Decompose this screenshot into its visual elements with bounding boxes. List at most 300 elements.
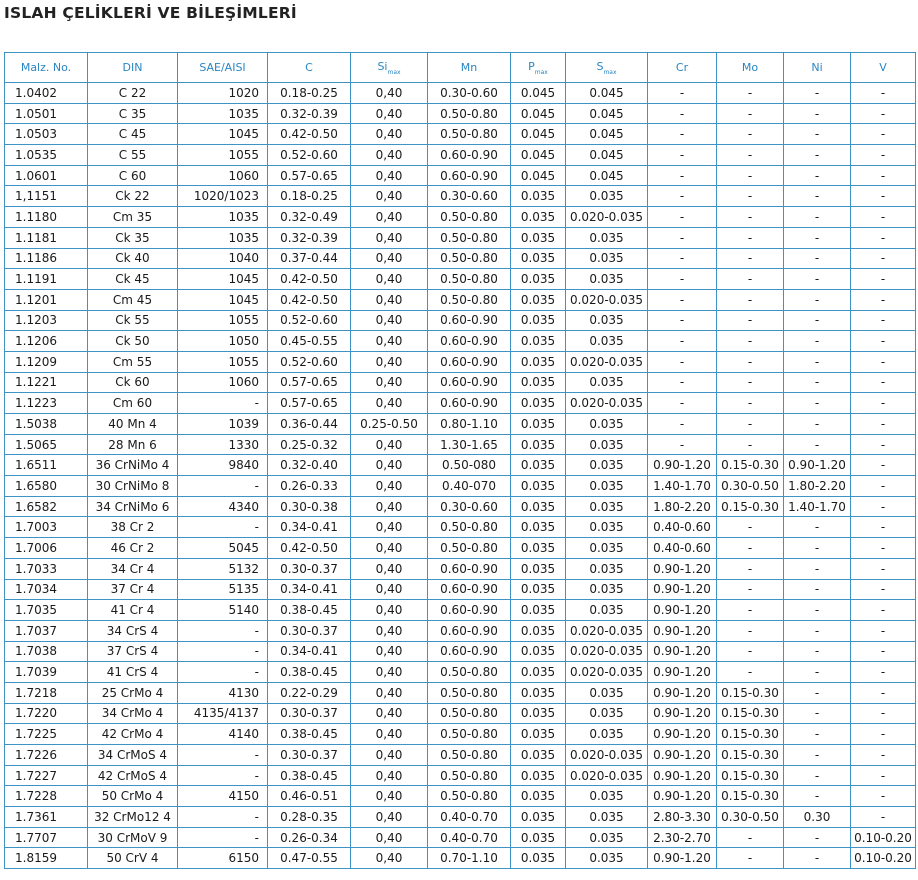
- table-cell: 0.045: [566, 103, 648, 124]
- table-cell: -: [178, 641, 268, 662]
- table-cell: 1040: [178, 248, 268, 269]
- table-cell: -: [178, 517, 268, 538]
- table-row: [5, 538, 916, 559]
- table-cell: 0.035: [511, 827, 566, 848]
- table-cell: 0.90-1.20: [648, 745, 717, 766]
- table-cell: 0.40-0.60: [648, 538, 717, 559]
- table-cell: 0.60-0.90: [428, 393, 511, 414]
- table-cell: 0.57-0.65: [268, 393, 351, 414]
- table-cell: -: [784, 207, 851, 228]
- column-header: [178, 53, 268, 83]
- table-row: [5, 579, 916, 600]
- table-row: [5, 496, 916, 517]
- table-cell: 1055: [178, 145, 268, 166]
- table-row: [5, 165, 916, 186]
- table-cell: 0.32-0.49: [268, 207, 351, 228]
- table-row: [5, 331, 916, 352]
- table-cell: 0.50-0.80: [428, 269, 511, 290]
- table-cell: -: [784, 620, 851, 641]
- table-cell: 4150: [178, 786, 268, 807]
- table-cell: 0.50-0.80: [428, 745, 511, 766]
- table-cell: 0.30-0.38: [268, 496, 351, 517]
- table-cell: 0.020-0.035: [566, 745, 648, 766]
- table-cell: -: [851, 455, 916, 476]
- table-cell: -: [648, 351, 717, 372]
- table-cell: 0.50-0.80: [428, 538, 511, 559]
- table-cell: 0,40: [351, 848, 428, 869]
- table-row: [5, 662, 916, 683]
- column-header-label: Mn: [460, 61, 478, 74]
- table-cell: 0.26-0.34: [268, 827, 351, 848]
- table-cell: 0.60-0.90: [428, 331, 511, 352]
- table-row: [5, 145, 916, 166]
- table-cell: 0.25-0.50: [351, 414, 428, 435]
- table-cell: 0,40: [351, 310, 428, 331]
- column-header: [648, 53, 717, 83]
- table-cell: 0.90-1.20: [648, 662, 717, 683]
- table-cell: -: [784, 434, 851, 455]
- table-cell: 0.50-0.80: [428, 765, 511, 786]
- table-cell: 0.50-0.80: [428, 682, 511, 703]
- table-cell: 1060: [178, 372, 268, 393]
- table-cell: 34 CrMoS 4: [88, 745, 178, 766]
- table-cell: -: [717, 145, 784, 166]
- table-cell: 28 Mn 6: [88, 434, 178, 455]
- table-cell: 0.90-1.20: [648, 600, 717, 621]
- table-cell: 0.035: [566, 848, 648, 869]
- table-row: [5, 517, 916, 538]
- table-cell: 1.0501: [5, 103, 88, 124]
- table-cell: 0.020-0.035: [566, 620, 648, 641]
- table-cell: 1.30-1.65: [428, 434, 511, 455]
- table-cell: -: [717, 414, 784, 435]
- table-cell: C 35: [88, 103, 178, 124]
- table-cell: 0.035: [511, 186, 566, 207]
- table-cell: 0.60-0.90: [428, 145, 511, 166]
- table-cell: 0,40: [351, 145, 428, 166]
- table-cell: 41 CrS 4: [88, 662, 178, 683]
- table-cell: 1.1180: [5, 207, 88, 228]
- table-cell: -: [784, 662, 851, 683]
- table-cell: 0.30-0.37: [268, 703, 351, 724]
- table-cell: 0.50-0.80: [428, 124, 511, 145]
- table-cell: 1020/1023: [178, 186, 268, 207]
- table-cell: 34 Cr 4: [88, 558, 178, 579]
- table-cell: -: [717, 103, 784, 124]
- table-cell: 1.7225: [5, 724, 88, 745]
- table-cell: 0.035: [566, 248, 648, 269]
- table-cell: 0.035: [566, 414, 648, 435]
- table-cell: 1.7707: [5, 827, 88, 848]
- table-cell: 0.035: [511, 248, 566, 269]
- table-cell: 1045: [178, 124, 268, 145]
- table-cell: -: [851, 186, 916, 207]
- table-cell: 0.90-1.20: [648, 455, 717, 476]
- table-cell: 0,40: [351, 248, 428, 269]
- table-cell: -: [717, 165, 784, 186]
- table-row: [5, 703, 916, 724]
- table-cell: 1330: [178, 434, 268, 455]
- table-cell: 0.035: [511, 786, 566, 807]
- table-cell: 0.035: [511, 289, 566, 310]
- table-cell: -: [851, 786, 916, 807]
- table-cell: 1045: [178, 269, 268, 290]
- table-cell: 0.035: [566, 558, 648, 579]
- table-cell: 0.045: [511, 145, 566, 166]
- table-cell: 1.7006: [5, 538, 88, 559]
- table-cell: 0.045: [566, 124, 648, 145]
- table-row: [5, 393, 916, 414]
- table-cell: -: [717, 662, 784, 683]
- table-cell: 0.035: [511, 434, 566, 455]
- table-cell: 0.90-1.20: [648, 765, 717, 786]
- table-cell: 0,40: [351, 269, 428, 290]
- table-cell: 0.15-0.30: [717, 682, 784, 703]
- table-cell: -: [851, 414, 916, 435]
- table-cell: -: [717, 227, 784, 248]
- table-cell: -: [851, 682, 916, 703]
- table-cell: -: [178, 662, 268, 683]
- table-cell: 0.035: [511, 703, 566, 724]
- table-cell: 0.42-0.50: [268, 538, 351, 559]
- table-cell: 0.30-0.60: [428, 83, 511, 104]
- table-cell: -: [784, 372, 851, 393]
- table-cell: 0.57-0.65: [268, 165, 351, 186]
- table-cell: 0.90-1.20: [648, 786, 717, 807]
- table-cell: 0,40: [351, 724, 428, 745]
- table-cell: -: [851, 434, 916, 455]
- table-cell: Ck 22: [88, 186, 178, 207]
- table-cell: -: [784, 517, 851, 538]
- table-cell: 1.1186: [5, 248, 88, 269]
- table-cell: 1.1209: [5, 351, 88, 372]
- table-cell: 1.6511: [5, 455, 88, 476]
- table-cell: 0.15-0.30: [717, 724, 784, 745]
- table-cell: 0.50-0.80: [428, 724, 511, 745]
- table-cell: -: [717, 827, 784, 848]
- table-cell: 1.7033: [5, 558, 88, 579]
- table-cell: 0,40: [351, 827, 428, 848]
- table-row: [5, 558, 916, 579]
- table-cell: -: [851, 765, 916, 786]
- table-cell: 0.035: [511, 579, 566, 600]
- table-cell: 1035: [178, 207, 268, 228]
- table-cell: 0.38-0.45: [268, 724, 351, 745]
- table-row: [5, 641, 916, 662]
- table-cell: -: [717, 186, 784, 207]
- table-cell: 34 CrS 4: [88, 620, 178, 641]
- table-cell: -: [648, 289, 717, 310]
- table-cell: 0.40-0.70: [428, 807, 511, 828]
- table-cell: -: [784, 703, 851, 724]
- table-cell: 0.40-0.60: [648, 517, 717, 538]
- table-cell: 0.035: [566, 455, 648, 476]
- table-cell: -: [784, 848, 851, 869]
- table-cell: 46 Cr 2: [88, 538, 178, 559]
- table-cell: 0.90-1.20: [648, 579, 717, 600]
- table-body: [5, 83, 916, 869]
- table-cell: 0.035: [511, 393, 566, 414]
- table-cell: 0.020-0.035: [566, 393, 648, 414]
- table-cell: 0,40: [351, 496, 428, 517]
- table-cell: 0.035: [511, 745, 566, 766]
- table-cell: 0,40: [351, 641, 428, 662]
- table-cell: 34 CrNiMo 6: [88, 496, 178, 517]
- column-header: [566, 53, 648, 83]
- table-cell: 34 CrMo 4: [88, 703, 178, 724]
- table-cell: -: [851, 558, 916, 579]
- table-cell: -: [784, 641, 851, 662]
- table-cell: 0.70-1.10: [428, 848, 511, 869]
- table-cell: 0,40: [351, 289, 428, 310]
- table-cell: 0.50-0.80: [428, 662, 511, 683]
- table-cell: Ck 45: [88, 269, 178, 290]
- table-cell: 1050: [178, 331, 268, 352]
- table-cell: 0.035: [511, 600, 566, 621]
- table-cell: 0.60-0.90: [428, 310, 511, 331]
- table-cell: 0.52-0.60: [268, 145, 351, 166]
- table-cell: 0.035: [511, 269, 566, 290]
- table-cell: 0.035: [566, 227, 648, 248]
- table-cell: 0,40: [351, 745, 428, 766]
- table-cell: -: [717, 372, 784, 393]
- table-cell: 37 Cr 4: [88, 579, 178, 600]
- table-row: [5, 827, 916, 848]
- table-cell: 0.045: [511, 83, 566, 104]
- table-cell: 0.45-0.55: [268, 331, 351, 352]
- table-cell: 0.22-0.29: [268, 682, 351, 703]
- table-cell: -: [851, 145, 916, 166]
- table-cell: 1.7038: [5, 641, 88, 662]
- table-cell: 0.50-0.80: [428, 207, 511, 228]
- table-cell: 0,40: [351, 538, 428, 559]
- table-cell: 0.035: [566, 682, 648, 703]
- column-header-subscript: max: [387, 68, 401, 76]
- table-cell: 0.90-1.20: [648, 620, 717, 641]
- table-cell: 0.50-080: [428, 455, 511, 476]
- table-cell: 0.035: [511, 662, 566, 683]
- table-cell: -: [784, 682, 851, 703]
- table-cell: 0.035: [511, 372, 566, 393]
- table-cell: -: [178, 827, 268, 848]
- table-cell: 0.30-0.37: [268, 745, 351, 766]
- table-cell: 1.40-1.70: [784, 496, 851, 517]
- table-cell: 0.80-1.10: [428, 414, 511, 435]
- table-cell: -: [851, 351, 916, 372]
- table-cell: -: [648, 165, 717, 186]
- table-cell: -: [784, 248, 851, 269]
- table-cell: 0.035: [566, 579, 648, 600]
- column-header: [88, 53, 178, 83]
- table-cell: 1.7220: [5, 703, 88, 724]
- table-cell: 30 CrMoV 9: [88, 827, 178, 848]
- table-cell: 1035: [178, 227, 268, 248]
- table-cell: 1.1221: [5, 372, 88, 393]
- table-cell: 1.5065: [5, 434, 88, 455]
- table-cell: -: [851, 124, 916, 145]
- table-cell: -: [784, 579, 851, 600]
- table-cell: -: [717, 579, 784, 600]
- table-cell: 0.035: [511, 414, 566, 435]
- table-cell: -: [784, 393, 851, 414]
- column-header-label: Cr: [675, 61, 689, 74]
- table-cell: 0,40: [351, 124, 428, 145]
- table-row: [5, 600, 916, 621]
- table-cell: -: [784, 103, 851, 124]
- table-cell: -: [851, 269, 916, 290]
- table-cell: -: [784, 786, 851, 807]
- table-cell: 1.7037: [5, 620, 88, 641]
- table-cell: -: [648, 124, 717, 145]
- table-cell: 9840: [178, 455, 268, 476]
- table-cell: 0.50-0.80: [428, 786, 511, 807]
- table-cell: 0,40: [351, 765, 428, 786]
- table-cell: -: [648, 83, 717, 104]
- table-cell: -: [648, 227, 717, 248]
- table-cell: 1.80-2.20: [648, 496, 717, 517]
- table-cell: 0,40: [351, 620, 428, 641]
- table-cell: 0.52-0.60: [268, 351, 351, 372]
- table-cell: -: [784, 827, 851, 848]
- column-header-label: Mo: [741, 61, 759, 74]
- table-row: [5, 289, 916, 310]
- table-cell: 0.46-0.51: [268, 786, 351, 807]
- table-cell: -: [648, 393, 717, 414]
- table-cell: 0.38-0.45: [268, 765, 351, 786]
- table-cell: 0.50-0.80: [428, 703, 511, 724]
- table-row: [5, 414, 916, 435]
- table-cell: -: [717, 393, 784, 414]
- table-cell: 0,40: [351, 662, 428, 683]
- table-cell: -: [717, 310, 784, 331]
- table-cell: 0.37-0.44: [268, 248, 351, 269]
- table-cell: 0.035: [511, 227, 566, 248]
- table-cell: 0.035: [566, 786, 648, 807]
- table-cell: 37 CrS 4: [88, 641, 178, 662]
- table-cell: 0.035: [566, 186, 648, 207]
- column-header-label: Malz. No.: [20, 61, 72, 74]
- table-cell: -: [784, 289, 851, 310]
- table-cell: 4340: [178, 496, 268, 517]
- table-cell: 0,40: [351, 103, 428, 124]
- table-cell: 0.035: [511, 496, 566, 517]
- table-cell: 0.52-0.60: [268, 310, 351, 331]
- table-cell: 0.035: [511, 538, 566, 559]
- table-cell: -: [717, 289, 784, 310]
- table-cell: 1.6582: [5, 496, 88, 517]
- table-cell: -: [851, 227, 916, 248]
- table-cell: 0.34-0.41: [268, 641, 351, 662]
- table-cell: 0.15-0.30: [717, 496, 784, 517]
- table-cell: 0,40: [351, 186, 428, 207]
- table-cell: 0.035: [511, 476, 566, 497]
- table-cell: 1039: [178, 414, 268, 435]
- table-cell: -: [717, 538, 784, 559]
- table-row: [5, 682, 916, 703]
- table-cell: 1.7034: [5, 579, 88, 600]
- table-cell: 0.035: [511, 455, 566, 476]
- table-cell: 25 CrMo 4: [88, 682, 178, 703]
- table-cell: 0.035: [511, 558, 566, 579]
- table-cell: -: [784, 165, 851, 186]
- table-cell: 0,40: [351, 703, 428, 724]
- table-cell: -: [851, 83, 916, 104]
- table-cell: -: [717, 434, 784, 455]
- table-cell: -: [851, 538, 916, 559]
- table-cell: 0.60-0.90: [428, 620, 511, 641]
- table-cell: -: [851, 331, 916, 352]
- table-cell: 1.7003: [5, 517, 88, 538]
- table-cell: 0.035: [566, 331, 648, 352]
- table-cell: -: [851, 703, 916, 724]
- table-cell: 0.035: [511, 848, 566, 869]
- table-cell: 1.40-1.70: [648, 476, 717, 497]
- table-cell: 50 CrMo 4: [88, 786, 178, 807]
- column-header: [717, 53, 784, 83]
- table-cell: -: [648, 248, 717, 269]
- table-cell: 1.7035: [5, 600, 88, 621]
- table-cell: 38 Cr 2: [88, 517, 178, 538]
- table-cell: 0.90-1.20: [648, 682, 717, 703]
- table-cell: 0.020-0.035: [566, 289, 648, 310]
- table-cell: -: [717, 207, 784, 228]
- table-cell: 4140: [178, 724, 268, 745]
- column-header: [351, 53, 428, 83]
- table-cell: 1.0503: [5, 124, 88, 145]
- table-cell: 0.32-0.39: [268, 103, 351, 124]
- table-cell: 1045: [178, 289, 268, 310]
- table-cell: C 55: [88, 145, 178, 166]
- table-cell: -: [851, 207, 916, 228]
- table-cell: -: [178, 745, 268, 766]
- table-cell: 0.035: [511, 682, 566, 703]
- table-cell: 0.60-0.90: [428, 641, 511, 662]
- table-cell: 4130: [178, 682, 268, 703]
- table-cell: 0,40: [351, 517, 428, 538]
- table-cell: -: [648, 310, 717, 331]
- table-row: [5, 765, 916, 786]
- table-cell: 0.15-0.30: [717, 745, 784, 766]
- table-cell: Ck 35: [88, 227, 178, 248]
- table-cell: 1.7039: [5, 662, 88, 683]
- table-cell: 0.32-0.39: [268, 227, 351, 248]
- table-cell: 1.7226: [5, 745, 88, 766]
- table-cell: 0.38-0.45: [268, 600, 351, 621]
- table-cell: 0,40: [351, 476, 428, 497]
- table-cell: 5140: [178, 600, 268, 621]
- column-header: [784, 53, 851, 83]
- table-row: [5, 745, 916, 766]
- table-cell: -: [851, 476, 916, 497]
- table-cell: -: [717, 248, 784, 269]
- table-cell: Cm 35: [88, 207, 178, 228]
- table-cell: 30 CrNiMo 8: [88, 476, 178, 497]
- table-cell: -: [784, 331, 851, 352]
- table-cell: 1.1201: [5, 289, 88, 310]
- table-cell: 0.25-0.32: [268, 434, 351, 455]
- table-cell: 0.34-0.41: [268, 517, 351, 538]
- table-cell: 0.18-0.25: [268, 83, 351, 104]
- table-cell: -: [851, 807, 916, 828]
- table-cell: 0.90-1.20: [648, 703, 717, 724]
- table-cell: -: [178, 765, 268, 786]
- column-header-subscript: max: [603, 68, 617, 76]
- steel-composition-table: [4, 52, 916, 869]
- column-header-label: Si: [377, 59, 388, 73]
- table-cell: -: [717, 641, 784, 662]
- table-cell: 0.40-070: [428, 476, 511, 497]
- table-cell: 0.60-0.90: [428, 351, 511, 372]
